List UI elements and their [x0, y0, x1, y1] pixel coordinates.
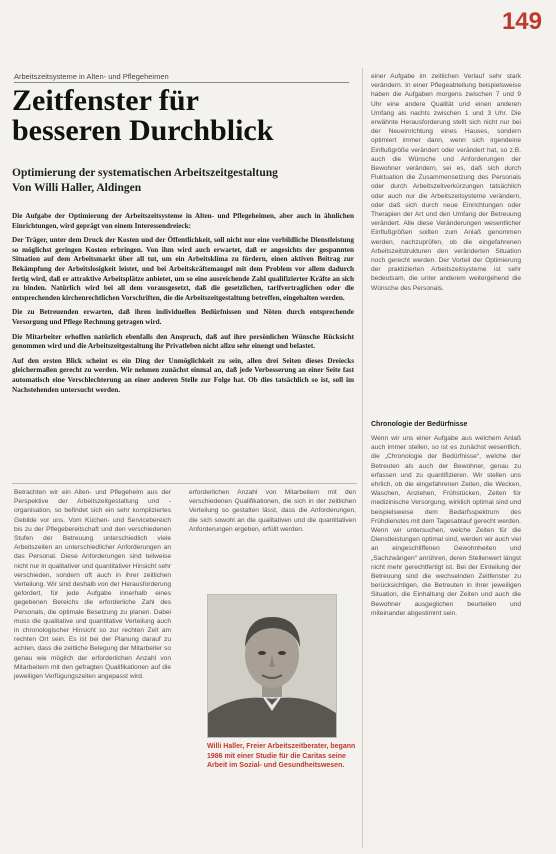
- headline-line-1: Zeitfenster für: [12, 84, 199, 117]
- lead-paragraph: Die Mitarbeiter erhoffen natürlich ebenfalls den Anspruch, daß auf ihre persönlichen Wünsche Rücksicht genommen wird und die Arbeitszeitgestaltung ihr Privatleben nicht allzu sehr einengt und belastet.: [12, 332, 354, 351]
- body-paragraph: erforderlichen Anzahl von Mitarbeitern mit den verschiedenen Qualifikationen, die sich in der zeitlichen Verteilung so gestalten lässt, dass die Anforderungen, die sich sowohl an die qualitativen und die quantitativen Anforderungen ergeben, erfüllt werden.: [189, 489, 356, 533]
- lead-text: [12, 212, 354, 400]
- kicker: Arbeitszeitsysteme in Alten- und Pflegeheimen: [14, 72, 349, 83]
- body-column-right-bottom: [371, 434, 521, 618]
- page-number: 149: [501, 8, 542, 35]
- lead-paragraph: Der Träger, unter dem Druck der Kosten und der Öffentlichkeit, soll nicht nur eine vorbildliche Dienstleistung so möglichst geringen Kosten erbringen. Von ihm wird auch erwartet, daß er angesichts der gespannten Situation auf dem Arbeitsmarkt über all tut, um ein Arbeitsklima zu fördern, einen aktiven Beitrag zur Bekämpfung der Arbeitslosigkeit leistet, und bei Arbeitskräftemangel mit dem Problem vor allem dadurch fertig wird, daß er attraktive Arbeitsplätze anbietet, um so eine ausreichende Zahl qualifizierter Kräfte an sich zu binden. Natürlich wird bei all dem vorausgesetzt, daß die gesetzlichen, tarifvertraglichen oder die entsprechenden kirchenrechtlichen Vorschriften, die die Arbeitszeitgestaltung betreffen, eingehalten werden.: [12, 236, 354, 302]
- headline-line-2: besseren Durchblick: [12, 114, 274, 147]
- author-photo: [207, 594, 337, 738]
- lead-paragraph: Auf den ersten Blick scheint es ein Ding der Unmöglichkeit zu sein, allen drei Seiten dieses Dreiecks gleichermaßen gerecht zu werden. Wir nehmen zunächst einmal an, daß jede Verbesserung an einer Seite fast automatisch eine Verschlechterung an einer anderen Stelle zur Folge hat. Ob dies tatsächlich so ist, soll im Nachstehenden untersucht werden.: [12, 356, 354, 394]
- lead-paragraph: Die zu Betreuenden erwarten, daß ihren individuellen Bedürfnissen und Nöten durch entsprechende Versorgung und Pflege Rechnung getragen wird.: [12, 308, 354, 326]
- subline-title: Optimierung der systematischen Arbeitszeitgestaltung: [12, 167, 278, 179]
- headline: [12, 86, 352, 146]
- author-line: Von Willi Haller, Aldingen: [12, 182, 142, 194]
- body-column-middle: [189, 488, 356, 534]
- body-paragraph: Wenn wir uns einer Aufgabe aus welchem Anlaß auch immer stellen, so ist es zunächst wesentlich, die „Chronologie der Bedürfnisse“, welche der Betreuten als auch der Bewohner, genau zu erfassen und zu quantifizieren. Wir stellen uns ehrlich, ob die eingefahrenen Zeiten, die Wecken, Waschen, Anziehen, Frühstücken, Zeiten für medizinische Versorgung, wirklich optimal sind und beispielsweise dem Bedarfsspektrum des Frühdienstes mit dem Tagesablauf gerecht werden. Wenn wir untersuchen, welche Zeiten für die Dienstleistungen optimal sind, werden wir auch viel an eingeschliffenen Gewohnheiten und „Sachzwängen“ anrühren, deren Stellenwert längst nicht mehr gerechtfertigt ist. Bei der Einteilung der Betreuung sind die wechselnden Zeitfenster zu berücksichtigen, die Betreuten in ihrer jeweiligen Situation, die Einhaltung der Zeiten und auch die Bewohner ausgeglichen beurteilen und miteinander abgestimmt sein.: [371, 435, 521, 617]
- lead-paragraph: Die Aufgabe der Optimierung der Arbeitszeitsysteme in Alten- und Pflegeheimen, aber auch in ähnlichen Einrichtungen, wird geprägt von einem Interessendreieck:: [12, 212, 354, 230]
- body-column-left: [14, 488, 171, 681]
- section-divider: [12, 483, 357, 484]
- body-column-right-top: [371, 72, 521, 293]
- column-divider: [362, 68, 363, 848]
- subline: [12, 166, 352, 196]
- body-paragraph: einer Aufgabe im zeitlichen Verlauf sehr stark verändern. In einer Pflegeabteilung beispielsweise haben die Aufgaben morgens zwischen 7 und 9 Uhr eine andere Qualität und einen anderen Umfang als nachts zwischen 1 und 3 Uhr. Die erwähnte Herausforderung stellt sich nicht nur bei der Neueinrichtung eines Hauses, sondern optimiert immer dann, wenn sich irgendeine Einflußgröße verändert oder verändert hat, so z.B. auch die Wünsche und Anforderungen der Bewohner verändern, sei es, daß sich durch Fluktuation die Zusammensetzung des Personals oder durch Arbeitszeitverkürzungen tatsächlich oder auch nur die Arbeitszeitsysteme verändern, oder daß sich durch neue Einrichtungen oder Therapien der Art und den Umfang der Betreuung verändert. Alle diese Veränderungen wesentlicher Einflußgrößen sollten zum Anlaß genommen werden, nachzuprüfen, ob die eingefahrenen Arbeitszeitstrukturen den veränderten Situation noch gerecht werden. Der Vorteil der Optimierung der praktizierten Arbeitszeitsysteme ist sehr bedeutsam, die unter anderem weitergehend die Wünsche des Personals.: [371, 73, 521, 292]
- body-paragraph: Betrachten wir ein Alten- und Pflegeheim aus der Perspektive der Arbeitszeitgestaltung und -organisation, so befindet sich ein sehr kompliziertes Gebilde vor uns. Vom Küchen- und Servicebereich bis zu der Pflegebereitschaft und den verschiedenen Stufen der Betreuung unterschiedlich viele Arbeitszeiten an unterschiedlicher Anforderungen an das Personal. Diese Anforderungen sind teilweise nicht nur in qualitativer und quantitativer Hinsicht sehr verschieden, sondern oft auch in ihrer zeitlichen Verteilung. Wir sind deshalb von der Herausforderung gefordert, für jede Aufgabe innerhalb eines gegebenen Bereichs die erforderliche Zahl des Personals, die optimale Besetzung zu planen. Dabei muss die qualitative und quantitative Verteilung auch in chronologischer Hinsicht so zur rechten Zeit am rechten Ort sein. Es ist bei der Planung darauf zu achten, dass die zeitliche Belegung der Mitarbeiter so genau wie möglich der erforderlichen Anzahl von Mitarbeitern mit den gefragten Qualifikationen auf die jeweiligen Verfügungszeiten angepasst wird.: [14, 489, 171, 681]
- section-heading: Chronologie der Bedürfnisse: [371, 421, 468, 428]
- photo-caption: Willi Haller, Freier Arbeitszeitberater, begann 1986 mit einer Studie für die Caritas seine Arbeit im Sozial- und Gesundheitswesen.: [207, 743, 356, 769]
